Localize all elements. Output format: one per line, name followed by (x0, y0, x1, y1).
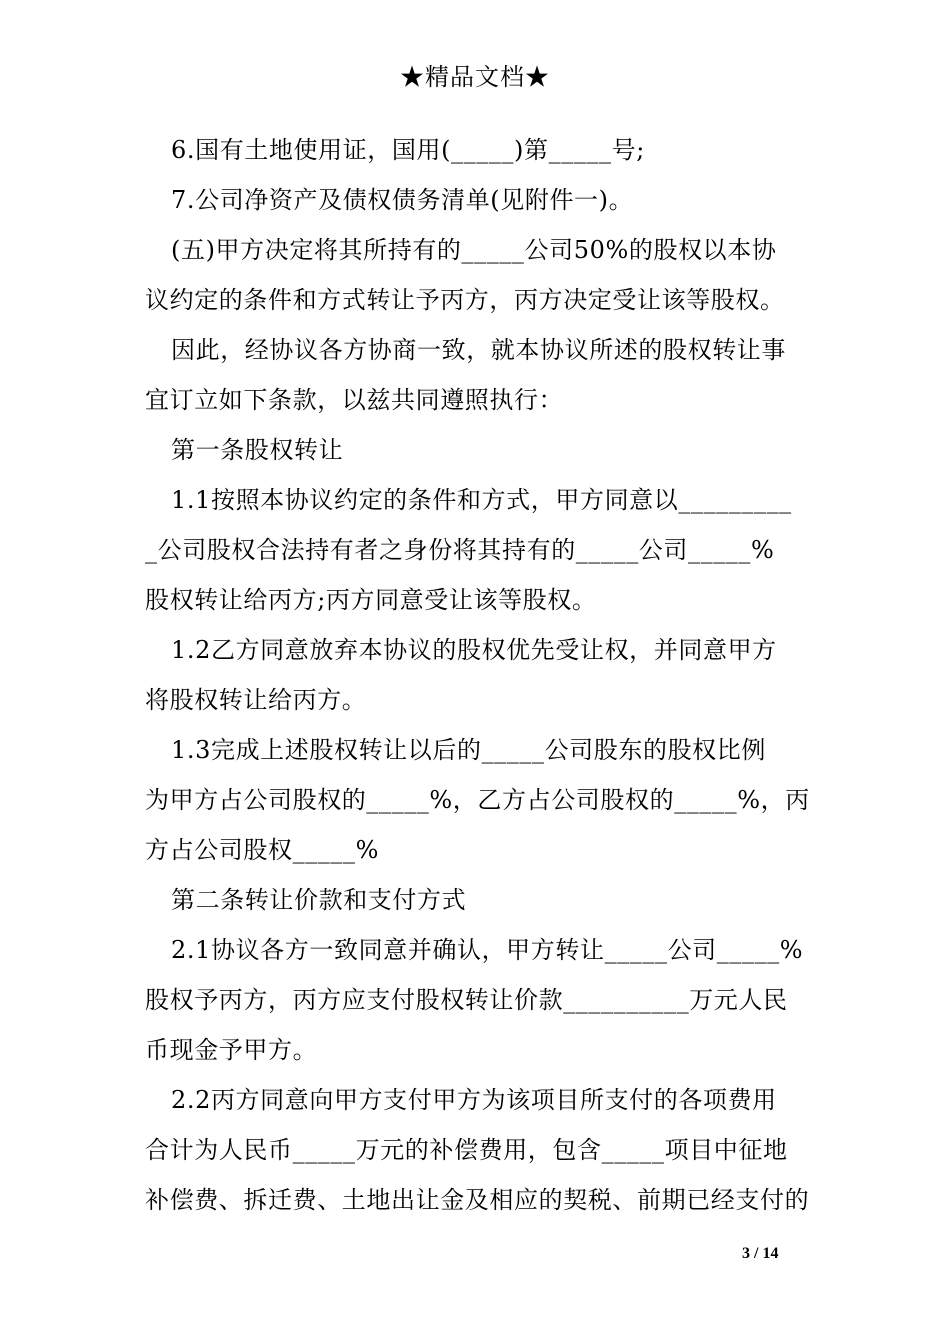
text-line: 股权转让给丙方;丙方同意受让该等股权。 (145, 586, 597, 614)
text-line: _公司股权合法持有者之身份将其持有的_____公司_____% (145, 536, 775, 564)
text-line: 1.3完成上述股权转让以后的_____公司股东的股权比例 (171, 736, 766, 764)
text-line: (五)甲方决定将其所持有的_____公司50%的股权以本协 (171, 236, 777, 264)
page-header: ★精品文档★ (400, 63, 550, 91)
text-line: 股权予丙方，丙方应支付股权转让价款__________万元人民 (145, 986, 788, 1014)
text-line: 2.1协议各方一致同意并确认，甲方转让_____公司_____% (171, 936, 804, 964)
text-line: 1.2乙方同意放弃本协议的股权优先受让权，并同意甲方 (171, 636, 777, 664)
text-line: 1.1按照本协议约定的条件和方式，甲方同意以_________ (171, 486, 792, 514)
text-line: 6.国有土地使用证，国用(_____)第_____号; (171, 136, 645, 164)
text-line: 为甲方占公司股权的_____%，乙方占公司股权的_____%，丙 (145, 786, 810, 814)
text-line: 方占公司股权_____% (145, 836, 380, 864)
text-line: 宜订立如下条款，以兹共同遵照执行： (145, 386, 564, 414)
document-body (145, 132, 810, 1232)
text-line: 将股权转让给丙方。 (145, 686, 367, 714)
text-line: 7.公司净资产及债权债务清单(见附件一)。 (171, 186, 634, 214)
text-line: 议约定的条件和方式转让予丙方，丙方决定受让该等股权。 (145, 286, 785, 314)
text-line: 因此，经协议各方协商一致，就本协议所述的股权转让事 (171, 336, 786, 364)
section-heading: 第一条股权转让 (171, 436, 344, 464)
text-line: 币现金予甲方。 (145, 1036, 318, 1064)
text-line: 2.2丙方同意向甲方支付甲方为该项目所支付的各项费用 (171, 1086, 777, 1114)
section-heading: 第二条转让价款和支付方式 (171, 886, 467, 914)
text-line: 合计为人民币_____万元的补偿费用，包含_____项目中征地 (145, 1136, 788, 1164)
page-number: 3 / 14 (742, 1245, 779, 1262)
text-line: 补偿费、拆迁费、土地出让金及相应的契税、前期已经支付的 (145, 1186, 810, 1214)
